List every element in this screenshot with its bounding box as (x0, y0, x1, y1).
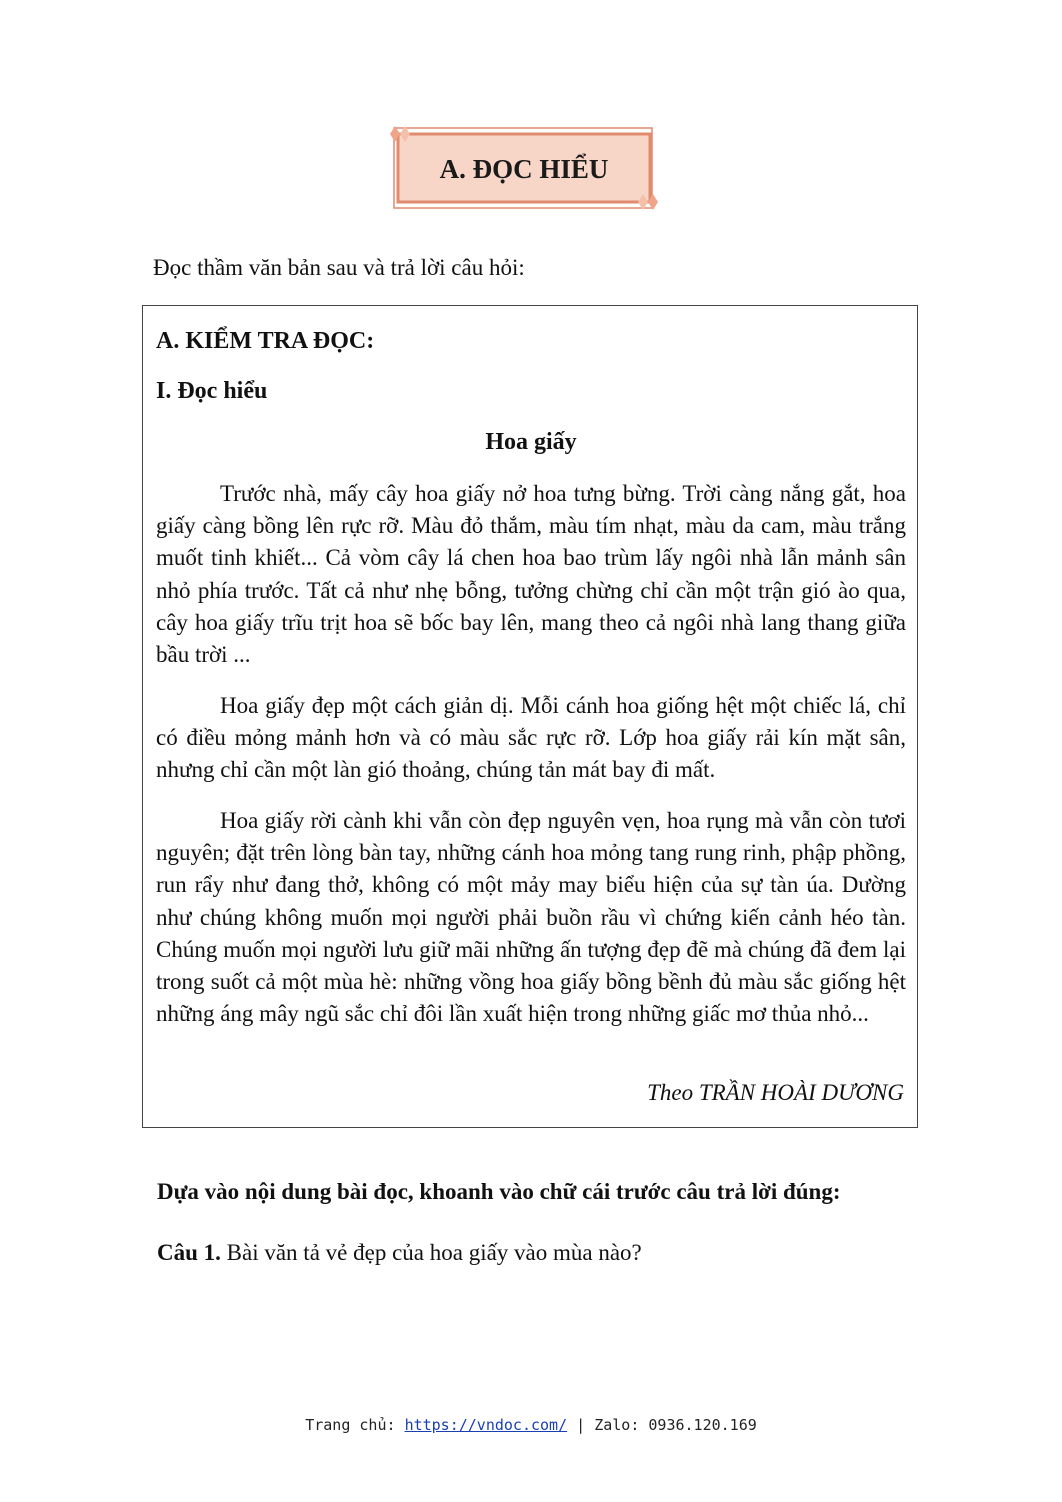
author-credit: Theo TRẦN HOÀI DƯƠNG (647, 1080, 904, 1105)
intro-text: Đọc thầm văn bản sau và trả lời câu hỏi: (153, 255, 525, 280)
question-text: Bài văn tả vẻ đẹp của hoa giấy vào mùa nào? (220, 1240, 642, 1265)
box-heading: A. KIỂM TRA ĐỌC: (156, 328, 375, 354)
banner-title: A. ĐỌC HIỂU (439, 153, 609, 184)
footer-prefix: Trang chủ: (305, 1416, 405, 1434)
story-paragraph-2: Hoa giấy đẹp một cách giản dị. Mỗi cánh hoa giống hệt một chiếc lá, chỉ có điều mỏng mảnh hơn và có màu sắc rực rỡ. Lớp hoa giấy rải kín mặt sân, nhưng chỉ cần một làn gió thoảng, chúng tản mát bay đi mất. (156, 693, 906, 783)
question-1 (157, 1240, 642, 1266)
question-label: Câu 1. (157, 1240, 221, 1265)
footer (0, 1416, 1062, 1434)
section-banner (388, 122, 660, 214)
story-paragraph-1: Trước nhà, mấy cây hoa giấy nở hoa tưng bừng. Trời càng nắng gắt, hoa giấy càng bồng lên rực rỡ. Màu đỏ thắm, màu tím nhạt, màu da cam, màu trắng muốt tinh khiết... Cả vòm cây lá chen hoa bao trùm lấy ngôi nhà lẫn mảnh sân nhỏ phía trước. Tất cả như nhẹ bỗng, tưởng chừng chỉ cần một trận gió ào qua, cây hoa giấy trĩu trịt hoa sẽ bốc bay lên, mang theo cả ngôi nhà lang thang giữa bầu trời ... (156, 481, 906, 668)
box-subheading: I. Đọc hiểu (156, 378, 268, 404)
instruction-text: Dựa vào nội dung bài đọc, khoanh vào chữ cái trước câu trả lời đúng: (157, 1179, 841, 1204)
story-title: Hoa giấy (485, 429, 577, 455)
reading-box (142, 305, 918, 1128)
footer-link[interactable]: https://vndoc.com/ (404, 1416, 568, 1434)
story-paragraph-3: Hoa giấy rời cành khi vẫn còn đẹp nguyên vẹn, hoa rụng mà vẫn còn tươi nguyên; đặt trên lòng bàn tay, những cánh hoa mỏng tang rung rinh, phập phồng, run rẩy như đang thở, không có một mảy may biểu hiện của sự tàn úa. Dường như chúng không muốn mọi người phải buồn rầu vì chứng kiến cảnh héo tàn. Chúng muốn mọi người lưu giữ mãi những ấn tượng đẹp đẽ mà chúng đã đem lại trong suốt cả một mùa hè: những vồng hoa giấy bồng bềnh đủ màu sắc giống hệt những áng mây ngũ sắc chỉ đôi lần xuất hiện trong những giấc mơ thủa nhỏ... (156, 808, 906, 1027)
footer-zalo: Zalo: 0936.120.169 (594, 1416, 757, 1434)
footer-separator: | (567, 1416, 595, 1434)
